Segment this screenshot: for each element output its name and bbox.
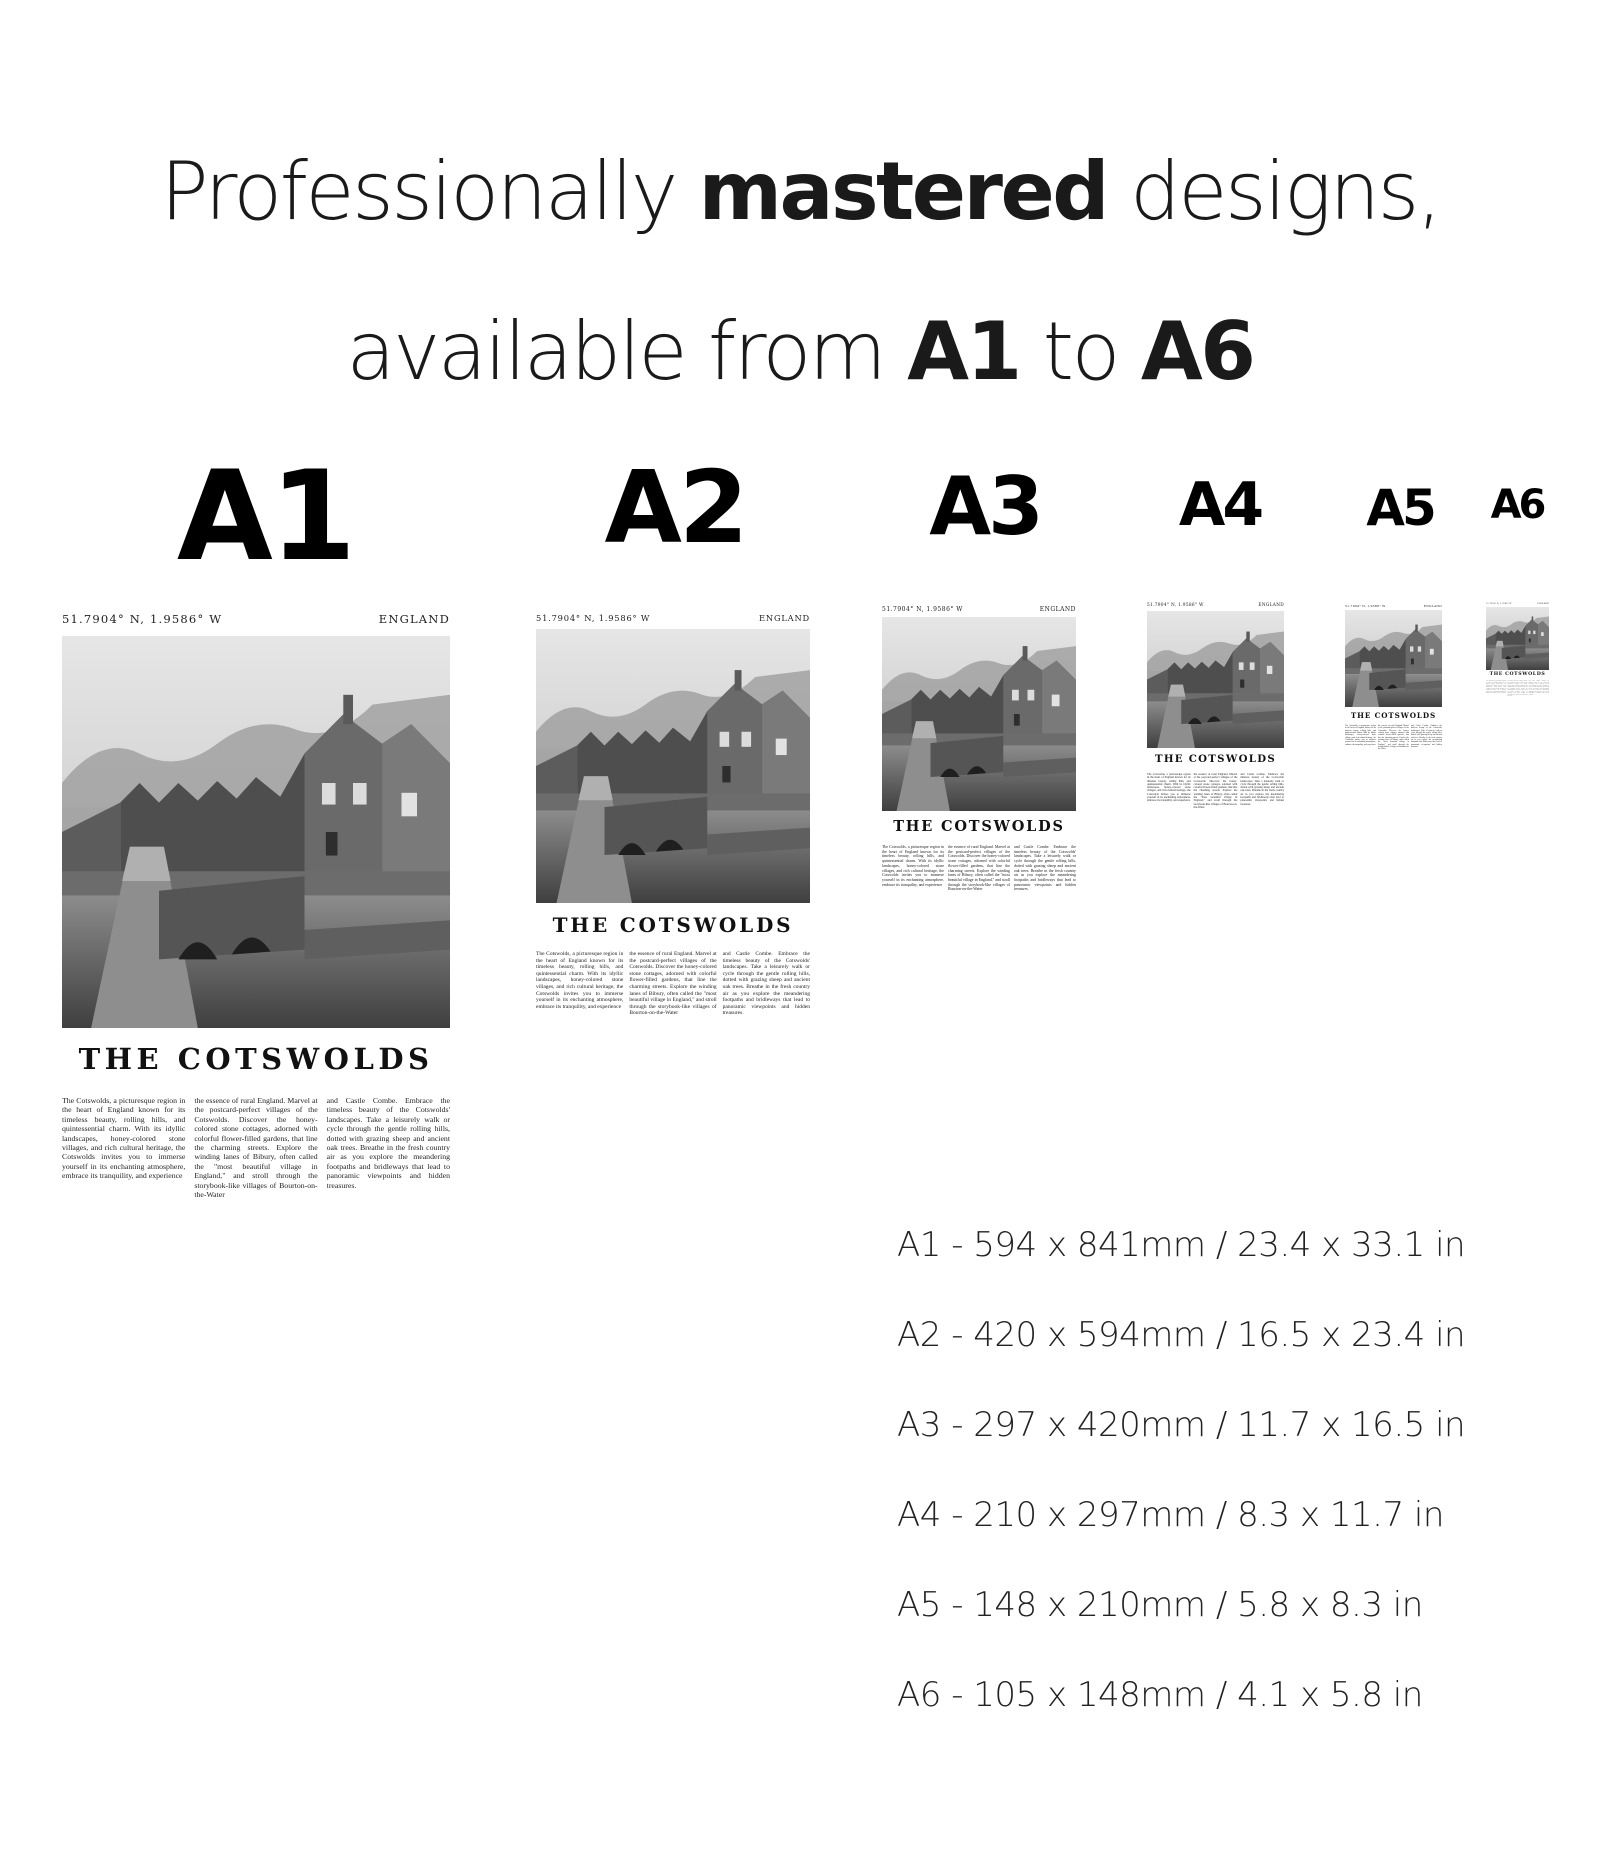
poster-photo	[882, 617, 1076, 811]
size-label-a1: A1	[176, 445, 354, 589]
poster-body-col-1: The Cotswolds, a picturesque region in the heart of England known for its timeless beauty, rolling hills, and quintessential charm. With its idyllic landscapes, honey-colored stone villages, and rich cultural heritage, the Cotswolds invites you to immerse yourself in its enchanting atmosphere, embrace its tranquility, and experience	[1147, 773, 1191, 803]
poster-coordinates: 51.7904° N, 1.9586° W	[536, 613, 651, 623]
poster-body	[882, 845, 1076, 893]
poster-body	[1486, 681, 1549, 696]
poster-body-col-2: the essence of rural England. Marvel at the postcard-perfect villages of the Cotswolds. Discover the honey-colored stone cottages, adorned with colorful flower-filled gardens, that line the charming streets. Explore the winding lanes of Bibury, often called the "most beautiful village in England," and stroll through the storybook-like villages of Bourton-on-the-Water	[194, 1096, 318, 1200]
poster-a5	[1345, 604, 1442, 751]
poster-meta	[62, 612, 450, 626]
poster-body-col-2: the essence of rural England. Marvel at the postcard-perfect villages of the Cotswolds. Discover the honey-colored stone cottages, adorned with colorful flower-filled gardens, that line the charming streets. Explore the winding lanes of Bibury, often called the "most beautiful village in England," and stroll through the storybook-like villages of Bourton-on-the-Water	[629, 951, 717, 1017]
poster-country: ENGLAND	[759, 613, 810, 623]
poster-coordinates: 51.7904° N, 1.9586° W	[1345, 604, 1386, 608]
poster-photo	[1486, 607, 1549, 670]
poster-title: THE COTSWOLDS	[1154, 753, 1276, 765]
poster-body	[1345, 725, 1442, 751]
poster-body-col-1: The Cotswolds, a picturesque region in the heart of England known for its timeless beauty, rolling hills, and quintessential charm. With its idyllic landscapes, honey-colored stone villages, and rich cultural heritage, the Cotswolds invites you to immerse yourself in its enchanting atmosphere, embrace its tranquility, and experience	[1345, 725, 1376, 746]
poster-body-col-3: and Castle Combe. Embrace the timeless beauty of the Cotswolds' landscapes. Take a leisurely walk or cycle through the gentle rolling hills, dotted with grazing sheep and ancient oak trees. Breathe in the fresh country air as you explore the meandering footpaths and bridleways that lead to panoramic viewpoints and hidden treasures.	[1014, 845, 1076, 892]
poster-country: ENGLAND	[1039, 606, 1076, 613]
size-label-a3: A3	[929, 460, 1041, 553]
poster-body-col-3: and Castle Combe. Embrace the timeless beauty of the Cotswolds' landscapes. Take a leisurely walk or cycle through the gentle rolling hills, dotted with grazing sheep and ancient oak trees. Breathe in the fresh country air as you explore the meandering footpaths and bridleways that lead to panoramic viewpoints and hidden treasures.	[326, 1096, 450, 1190]
poster-title: THE COTSWOLDS	[1350, 711, 1437, 720]
poster-body-col-2: the essence of rural England. Marvel at the postcard-perfect villages of the Cotswolds. Discover the honey-colored stone cottages, adorned with colorful flower-filled gardens, that line the charming streets. Explore the winding lanes of Bibury, often called the "most beautiful village in England," and stroll through the storybook-like villages of Bourton-on-the-Water	[1378, 725, 1409, 751]
size-label-a6: A6	[1490, 482, 1544, 528]
poster-body-col-1: The Cotswolds, a picturesque region in the heart of England known for its timeless beauty, rolling hills, and quintessential charm. With its idyllic landscapes, honey-colored stone villages, and rich cultural heritage, the Cotswolds invites you to immerse yourself in its enchanting atmosphere, embrace its tranquility, and experience	[882, 845, 944, 887]
poster-photo	[1345, 610, 1442, 707]
poster-body	[62, 1096, 450, 1200]
poster-body	[1147, 773, 1284, 809]
poster-title: THE COTSWOLDS	[1489, 672, 1546, 677]
poster-a3	[882, 606, 1076, 893]
poster-body-col-3: and Castle Combe. Embrace the timeless beauty of the Cotswolds' landscapes. Take a leisurely walk or cycle through the gentle rolling hills, dotted with grazing sheep and ancient oak trees. Breathe in the fresh country air as you explore the meandering footpaths and bridleways that lead to panoramic viewpoints and hidden treasures.	[722, 951, 810, 1017]
poster-a6	[1486, 603, 1549, 696]
poster-meta	[1486, 603, 1549, 605]
poster-meta	[882, 606, 1076, 613]
poster-country: ENGLAND	[1258, 603, 1284, 608]
poster-meta	[1147, 603, 1284, 608]
poster-body-col-3: and Castle Combe. Embrace the timeless beauty of the Cotswolds' landscapes. Take a leisurely walk or cycle through the gentle rolling hills, dotted with grazing sheep and ancient oak trees. Breathe in the fresh country air as you explore the meandering footpaths and bridleways that lead to panoramic viewpoints and hidden treasures.	[1240, 773, 1284, 806]
headline-line-1: Professionally mastered designs,	[160, 145, 1440, 238]
poster-title: THE COTSWOLDS	[893, 818, 1065, 835]
poster-a4	[1147, 603, 1284, 809]
poster-meta	[536, 613, 810, 623]
poster-coordinates: 51.7904° N, 1.9586° W	[1486, 603, 1512, 605]
poster-body-col-1: The Cotswolds, a picturesque region in the heart of England known for its timeless beauty, rolling hills, and quintessential charm. With its idyllic landscapes, honey-colored stone villages, and rich cultural heritage, the Cotswolds invites you to immerse yourself in its enchanting atmosphere, embrace its tranquility, and experience	[1486, 681, 1507, 695]
poster-a2	[536, 613, 810, 1018]
poster-country: ENGLAND	[1423, 604, 1442, 608]
poster-body-col-2: the essence of rural England. Marvel at the postcard-perfect villages of the Cotswolds. Discover the honey-colored stone cottages, adorned with colorful flower-filled gardens, that line the charming streets. Explore the winding lanes of Bibury, often called the "most beautiful village in England," and stroll through the storybook-like villages of Bourton-on-the-Water	[1507, 681, 1528, 698]
size-label-a2: A2	[604, 449, 746, 566]
size-label-a5: A5	[1366, 479, 1434, 537]
poster-photo	[1147, 611, 1284, 748]
poster-a1	[62, 612, 450, 1200]
dimension-a5: A5 - 148 x 210mm / 5.8 x 8.3 in	[897, 1585, 1423, 1625]
poster-body-col-3: and Castle Combe. Embrace the timeless beauty of the Cotswolds' landscapes. Take a leisurely walk or cycle through the gentle rolling hills, dotted with grazing sheep and ancient oak trees. Breathe in the fresh country air as you explore the meandering footpaths and bridleways that lead to panoramic viewpoints and hidden treasures.	[1528, 681, 1549, 696]
poster-title: THE COTSWOLDS	[552, 913, 794, 937]
poster-meta	[1345, 604, 1442, 608]
poster-body-col-2: the essence of rural England. Marvel at the postcard-perfect villages of the Cotswolds. Discover the honey-colored stone cottages, adorned with colorful flower-filled gardens, that line the charming streets. Explore the winding lanes of Bibury, often called the "most beautiful village in England," and stroll through the storybook-like villages of Bourton-on-the-Water	[1193, 773, 1238, 809]
size-label-a4: A4	[1178, 470, 1262, 540]
poster-country: ENGLAND	[1537, 603, 1549, 605]
dimension-a6: A6 - 105 x 148mm / 4.1 x 5.8 in	[897, 1675, 1423, 1715]
poster-coordinates: 51.7904° N, 1.9586° W	[62, 612, 223, 626]
dimension-a2: A2 - 420 x 594mm / 16.5 x 23.4 in	[897, 1315, 1466, 1355]
dimension-a3: A3 - 297 x 420mm / 11.7 x 16.5 in	[897, 1405, 1466, 1445]
poster-country: ENGLAND	[378, 612, 450, 626]
poster-body-col-1: The Cotswolds, a picturesque region in the heart of England known for its timeless beauty, rolling hills, and quintessential charm. With its idyllic landscapes, honey-colored stone villages, and rich cultural heritage, the Cotswolds invites you to immerse yourself in its enchanting atmosphere, embrace its tranquility, and experience	[62, 1096, 186, 1181]
dimensions-list	[897, 1200, 1465, 1740]
poster-body-col-1: The Cotswolds, a picturesque region in the heart of England known for its timeless beauty, rolling hills, and quintessential charm. With its idyllic landscapes, honey-colored stone villages, and rich cultural heritage, the Cotswolds invites you to immerse yourself in its enchanting atmosphere, embrace its tranquility, and experience	[536, 951, 624, 1010]
poster-coordinates: 51.7904° N, 1.9586° W	[1147, 603, 1204, 608]
poster-coordinates: 51.7904° N, 1.9586° W	[882, 606, 963, 613]
poster-body-col-3: and Castle Combe. Embrace the timeless beauty of the Cotswolds' landscapes. Take a leisurely walk or cycle through the gentle rolling hills, dotted with grazing sheep and ancient oak trees. Breathe in the fresh country air as you explore the meandering footpaths and bridleways that lead to panoramic viewpoints and hidden treasures.	[1411, 725, 1442, 749]
poster-title: THE COTSWOLDS	[78, 1042, 434, 1076]
dimension-a4: A4 - 210 x 297mm / 8.3 x 11.7 in	[897, 1495, 1444, 1535]
dimension-a1: A1 - 594 x 841mm / 23.4 x 33.1 in	[897, 1225, 1466, 1265]
poster-body-col-2: the essence of rural England. Marvel at the postcard-perfect villages of the Cotswolds. Discover the honey-colored stone cottages, adorned with colorful flower-filled gardens, that line the charming streets. Explore the winding lanes of Bibury, often called the "most beautiful village in England," and stroll through the storybook-like villages of Bourton-on-the-Water	[948, 845, 1010, 892]
poster-photo	[536, 629, 810, 903]
poster-body	[536, 951, 810, 1018]
poster-photo	[62, 636, 450, 1028]
headline-line-2: available from A1 to A6	[346, 305, 1254, 398]
headline	[0, 112, 1600, 432]
